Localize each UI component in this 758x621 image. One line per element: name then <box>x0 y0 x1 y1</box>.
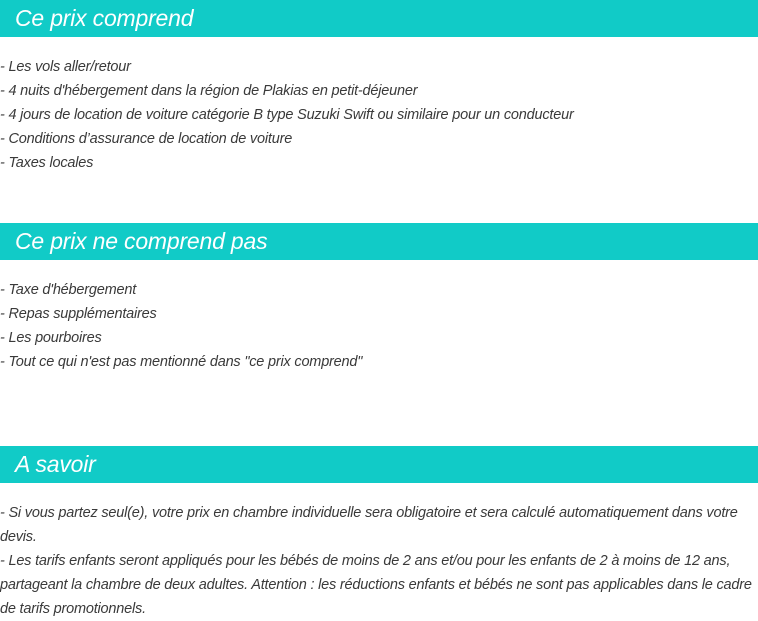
info-paragraph-children-rates: - Les tarifs enfants seront appliqués pour les bébés de moins de 2 ans et/ou pour les enfants de 2 à moins de 12 ans, partageant la chambre de deux adultes. Attention : les réductions enfants et bébés ne sont pas applicables dans le cadre de tarifs promotionnels. <box>0 553 752 617</box>
section-title-excludes: Ce prix ne comprend pas <box>0 223 758 260</box>
list-item: - Les pourboires <box>0 330 102 346</box>
section-title-includes: Ce prix comprend <box>0 0 758 37</box>
list-item: - Taxes locales <box>0 155 94 171</box>
info-paragraphs <box>0 501 758 621</box>
list-item: - Les vols aller/retour <box>0 59 131 75</box>
list-item: - 4 nuits d'hébergement dans la région de Plakias en petit-déjeuner <box>0 83 418 99</box>
includes-list <box>0 55 758 175</box>
section-price-includes <box>0 0 758 175</box>
info-paragraph-single-traveler: - Si vous partez seul(e), votre prix en chambre individuelle sera obligatoire et sera calculé automatiquement dans votre devis. <box>0 505 738 545</box>
list-item: - Tout ce qui n'est pas mentionné dans "ce prix comprend" <box>0 354 363 370</box>
excludes-list <box>0 278 758 374</box>
list-item: - Repas supplémentaires <box>0 306 157 322</box>
section-price-excludes <box>0 223 758 374</box>
section-title-info: A savoir <box>0 446 758 483</box>
list-item: - Taxe d'hébergement <box>0 282 137 298</box>
section-good-to-know <box>0 446 758 621</box>
list-item: - 4 jours de location de voiture catégorie B type Suzuki Swift ou similaire pour un conducteur <box>0 107 574 123</box>
list-item: - Conditions d’assurance de location de voiture <box>0 131 293 147</box>
